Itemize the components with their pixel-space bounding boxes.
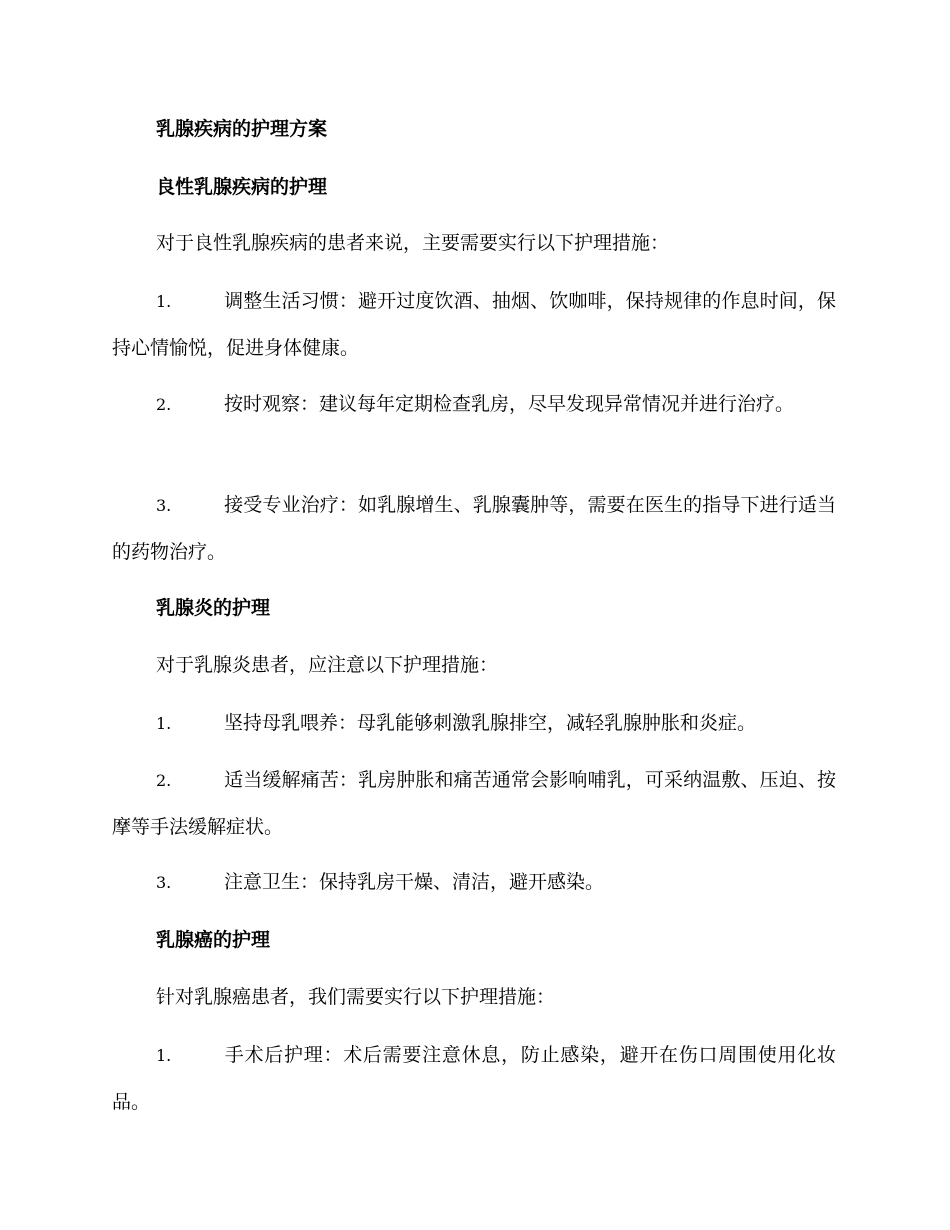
document-title: 乳腺疾病的护理方案 bbox=[156, 118, 328, 140]
list-item-number: 2. bbox=[156, 771, 172, 790]
section-intro-benign: 对于良性乳腺疾病的患者来说，主要需要实行以下护理措施： bbox=[156, 232, 670, 254]
list-item bbox=[112, 859, 836, 906]
list-item-number: 3. bbox=[156, 873, 172, 892]
list-item-number: 3. bbox=[156, 496, 172, 515]
list-item-number: 1. bbox=[156, 1046, 172, 1065]
list-item-text: 调整生活习惯：避开过度饮酒、抽烟、饮咖啡，保持规律的作息时间，保持心情愉悦，促进身体健康。 bbox=[112, 290, 836, 359]
section-heading-benign: 良性乳腺疾病的护理 bbox=[156, 176, 328, 198]
list-item-text: 坚持母乳喂养：母乳能够刺激乳腺排空，减轻乳腺肿胀和炎症。 bbox=[224, 712, 757, 734]
list-item bbox=[112, 757, 836, 850]
list-item-text: 适当缓解痛苦：乳房肿胀和痛苦通常会影响哺乳，可采纳温敷、压迫、按摩等手法缓解症状。 bbox=[112, 769, 836, 838]
list-item bbox=[112, 700, 836, 747]
list-item bbox=[112, 278, 836, 371]
list-item-text: 手术后护理：术后需要注意休息，防止感染，避开在伤口周围使用化妆品。 bbox=[112, 1044, 836, 1113]
list-item bbox=[112, 1032, 836, 1125]
list-item bbox=[112, 381, 836, 428]
section-intro-cancer: 针对乳腺癌患者，我们需要实行以下护理措施： bbox=[156, 986, 556, 1008]
list-item bbox=[112, 482, 836, 575]
list-item-text: 按时观察：建议每年定期检查乳房，尽早发现异常情况并进行治疗。 bbox=[224, 393, 795, 415]
list-item-text: 注意卫生：保持乳房干燥、清洁，避开感染。 bbox=[224, 871, 605, 893]
section-heading-mastitis: 乳腺炎的护理 bbox=[156, 597, 271, 619]
list-item-number: 1. bbox=[156, 292, 172, 311]
list-item-number: 1. bbox=[156, 714, 172, 733]
list-item-number: 2. bbox=[156, 395, 172, 414]
list-item-text: 接受专业治疗：如乳腺增生、乳腺囊肿等，需要在医生的指导下进行适当的药物治疗。 bbox=[112, 494, 836, 563]
section-heading-cancer: 乳腺癌的护理 bbox=[156, 929, 271, 951]
section-intro-mastitis: 对于乳腺炎患者，应注意以下护理措施： bbox=[156, 654, 499, 676]
